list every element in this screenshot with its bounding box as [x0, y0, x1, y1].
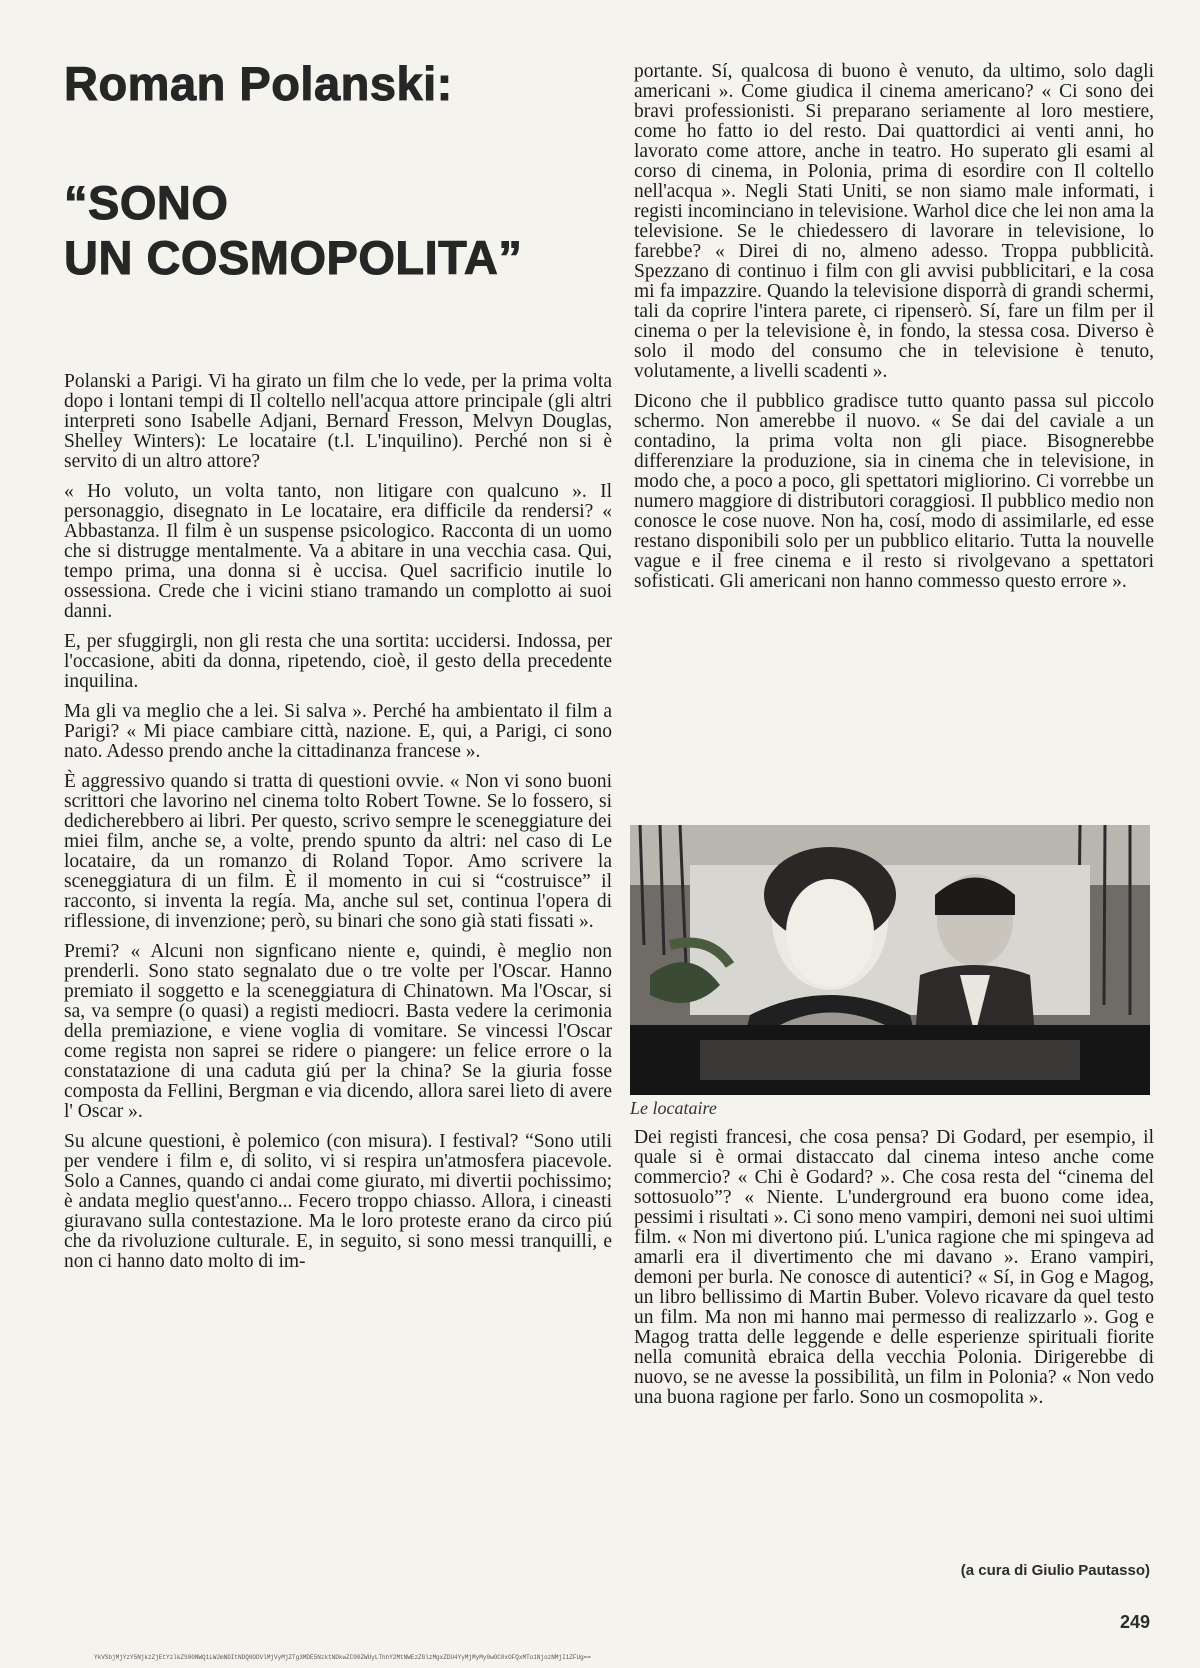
- author-credit: (a cura di Giulio Pautasso): [960, 1562, 1150, 1579]
- paragraph: « Ho voluto, un volta tanto, non litigare con qualcuno ». Il personaggio, disegnato in Le locataire, era difficile da rendersi? « Abbastanza. Il film è un suspense psicologico. Racconta di un uomo che si distrugge mentalmente. Va a abitare in una vecchia casa. Qui, tempo prima, una donna si è uccisa. Quel sacrificio inutile lo ossessiona. Crede che i vicini stiano tramando un complotto ai suoi danni.: [64, 480, 612, 622]
- paragraph: Dicono che il pubblico gradisce tutto quanto passa sul piccolo schermo. Non amerebbe il nuovo. « Se dai del caviale a un contadino, la prima volta non gli piace. Bisognerebbe differenziare la produzione, sia in cinema che in televisione, in modo che, a poco a poco, gli spettatori migliorino. Ci vorrebbe un numero maggiore di distributori coraggiosi. Il pubblico medio non conosce le cose nuove. Non ha, cosí, modo di assimilarle, ed esse restano disponibili solo per un pubblico elitario. Tutta la nouvelle vague e il free cinema e il resto si rivolgevano a spettatori sofisticati. Gli americani non hanno commesso questo errore ».: [634, 391, 1154, 592]
- paragraph: Polanski a Parigi. Vi ha girato un film che lo vede, per la prima volta dopo i lontani tempi di Il coltello nell'acqua attore principale (gli altri interpreti sono Isabelle Adjani, Bernard Fresson, Melvyn Douglas, Shelley Winters): Le locataire (t.l. L'inquilino). Perché non si è servito di un altro attore?: [64, 370, 612, 472]
- headline-quote-line2: UN COSMOPOLITA”: [64, 231, 523, 285]
- photo-caption: Le locataire: [630, 1098, 717, 1118]
- right-column-bottom: [634, 1128, 1154, 1418]
- right-column-top: [634, 62, 1154, 602]
- left-column: [64, 58, 612, 1282]
- headline-quote: [64, 175, 612, 286]
- page-number: 249: [1119, 1612, 1150, 1632]
- left-body: [64, 372, 612, 1272]
- paragraph: Su alcune questioni, è polemico (con misura). I festival? “Sono utili per vendere i film e, di solito, vi si respira un'atmosfera piacevole. Solo a Cannes, quando ci andai come giurato, mi divertii pochissimo; è andata meglio quest'anno... Fecero troppo chiasso. Allora, i cineasti giuravano sulla contestazione. Ma le loro proteste erano da circo piú che da rivoluzione culturale. E, in seguito, si sono messi tranquilli, e non ci hanno dato molto di im-: [64, 1130, 612, 1272]
- paragraph: E, per sfuggirgli, non gli resta che una sortita: uccidersi. Indossa, per l'occasione, abiti da donna, ripetendo, cioè, il gesto della precedente inquilina.: [64, 630, 612, 692]
- paragraph: È aggressivo quando si tratta di questioni ovvie. « Non vi sono buoni scrittori che lavorino nel cinema tolto Robert Towne. Se lo fossero, si dedicherebbero ai libri. Per questo, scrivo sempre le sceneggiature dei miei film, anche se, a volte, prendo spunto da altri: nel caso di Le locataire, da un romanzo di Roland Topor. Amo scrivere la sceneggiatura di un film. È il momento in cui si “costruisce” il racconto, si inventa la regía. Ma, anche sul set, continua l'opera di riflessione, di invenzione; però, su binari che sono già stati fissati ».: [64, 770, 612, 932]
- paragraph: Ma gli va meglio che a lei. Si salva ». Perché ha ambientato il film a Parigi? « Mi piace cambiare città, nazione. E, qui, a Parigi, ci sono nato. Adesso prendo anche la cittadinanza francese ».: [64, 700, 612, 762]
- paragraph: Dei registi francesi, che cosa pensa? Di Godard, per esempio, il quale si è ormai distaccato dal cinema inteso anche come commercio? « Chi è Godard? ». Che cosa resta del “cinema del sottosuolo”? « Niente. L'underground era buono come idea, pessimi i risultati ». Ci sono meno vampiri, demoni nei suoi ultimi film. « Non mi divertono piú. L'unica ragione che mi spingeva ad amarli era il divertimento che mi davano ». Erano vampiri, demoni per burla. Ne conosce di autentici? « Sí, in Gog e Magog, un libro bellissimo di Martin Buber. Volevo ricavare da quel testo un film. Ma non mi hanno mai permesso di realizzarlo ». Gog e Magog tratta delle leggende e delle esperienze spirituali fiorite nella comunità ebraica della vecchia Polonia. Dirigerebbe di nuovo, se ne avesse la possibilità, un film in Polonia? « Non vedo una buona ragione per farlo. Sono un cosmopolita ».: [634, 1127, 1154, 1408]
- paragraph: Premi? « Alcuni non signficano niente e, quindi, è meglio non prenderli. Sono stato segnalato due o tre volte per l'Oscar. Hanno premiato il soggetto e la sceneggiatura di Chinatown. Ma l'Oscar, si sa, va sempre (o quasi) a registi mediocri. Basta vedere la cerimonia della premiazione, e viene voglia di vomitare. Se vincessi l'Oscar come regista non saprei se ridere o piangere: un felice errore o la constatazione di una caduta giú per la china? Se la giuria fosse composta da Fellini, Bergman e via dicendo, allora sarei lieto di avere l' Oscar ».: [64, 940, 612, 1122]
- paragraph: portante. Sí, qualcosa di buono è venuto, da ultimo, solo dagli americani ». Come giudica il cinema americano? « Ci sono dei bravi professionisti. Si preparano seriamente al loro mestiere, come ho fatto io del resto. Dai quattordici ai venti anni, ho lavorato come attore, anche in teatro. Ho superato gli esami al corso di cinema, in Polonia, prima di esordire con Il coltello nell'acqua ». Negli Stati Uniti, se non siamo male informati, i registi incominciano in televisione. Warhol dice che lei non ama la televisione. Se le chiedessero di lavorare in televisione, lo farebbe? « Direi di no, almeno adesso. Troppa pubblicità. Spezzano di continuo i film con gli avvisi pubblicitari, e la cosa mi fa impazzire. Quando la televisione disporrà di grandi schermi, tali da coprire l'intera parete, ci ripenserò. Sí, fare un film per il cinema o per la televisione è, in fondo, la stessa cosa. Diverso è solo il modo del consumo che in televisione è tenuto, volutamente, a livelli scadenti ».: [634, 61, 1154, 382]
- film-still-photo: [630, 825, 1150, 1095]
- headline-quote-line1: “SONO: [64, 176, 229, 229]
- headline-name: Roman Polanski:: [64, 57, 453, 110]
- footer-code: YkVSbjMjYzY5NjkzZjEtYzlkZS00NWQ1LWJmNDItNDQ0ODVlMjVyMjZTg3MDE5NzktNDkwZC00ZWUyLThhY2MtNWEzZGlzMgxZDU4YyMjMyMy0wOC0xOFQxMTo1NjozNMjI1ZFUg==: [94, 1654, 591, 1661]
